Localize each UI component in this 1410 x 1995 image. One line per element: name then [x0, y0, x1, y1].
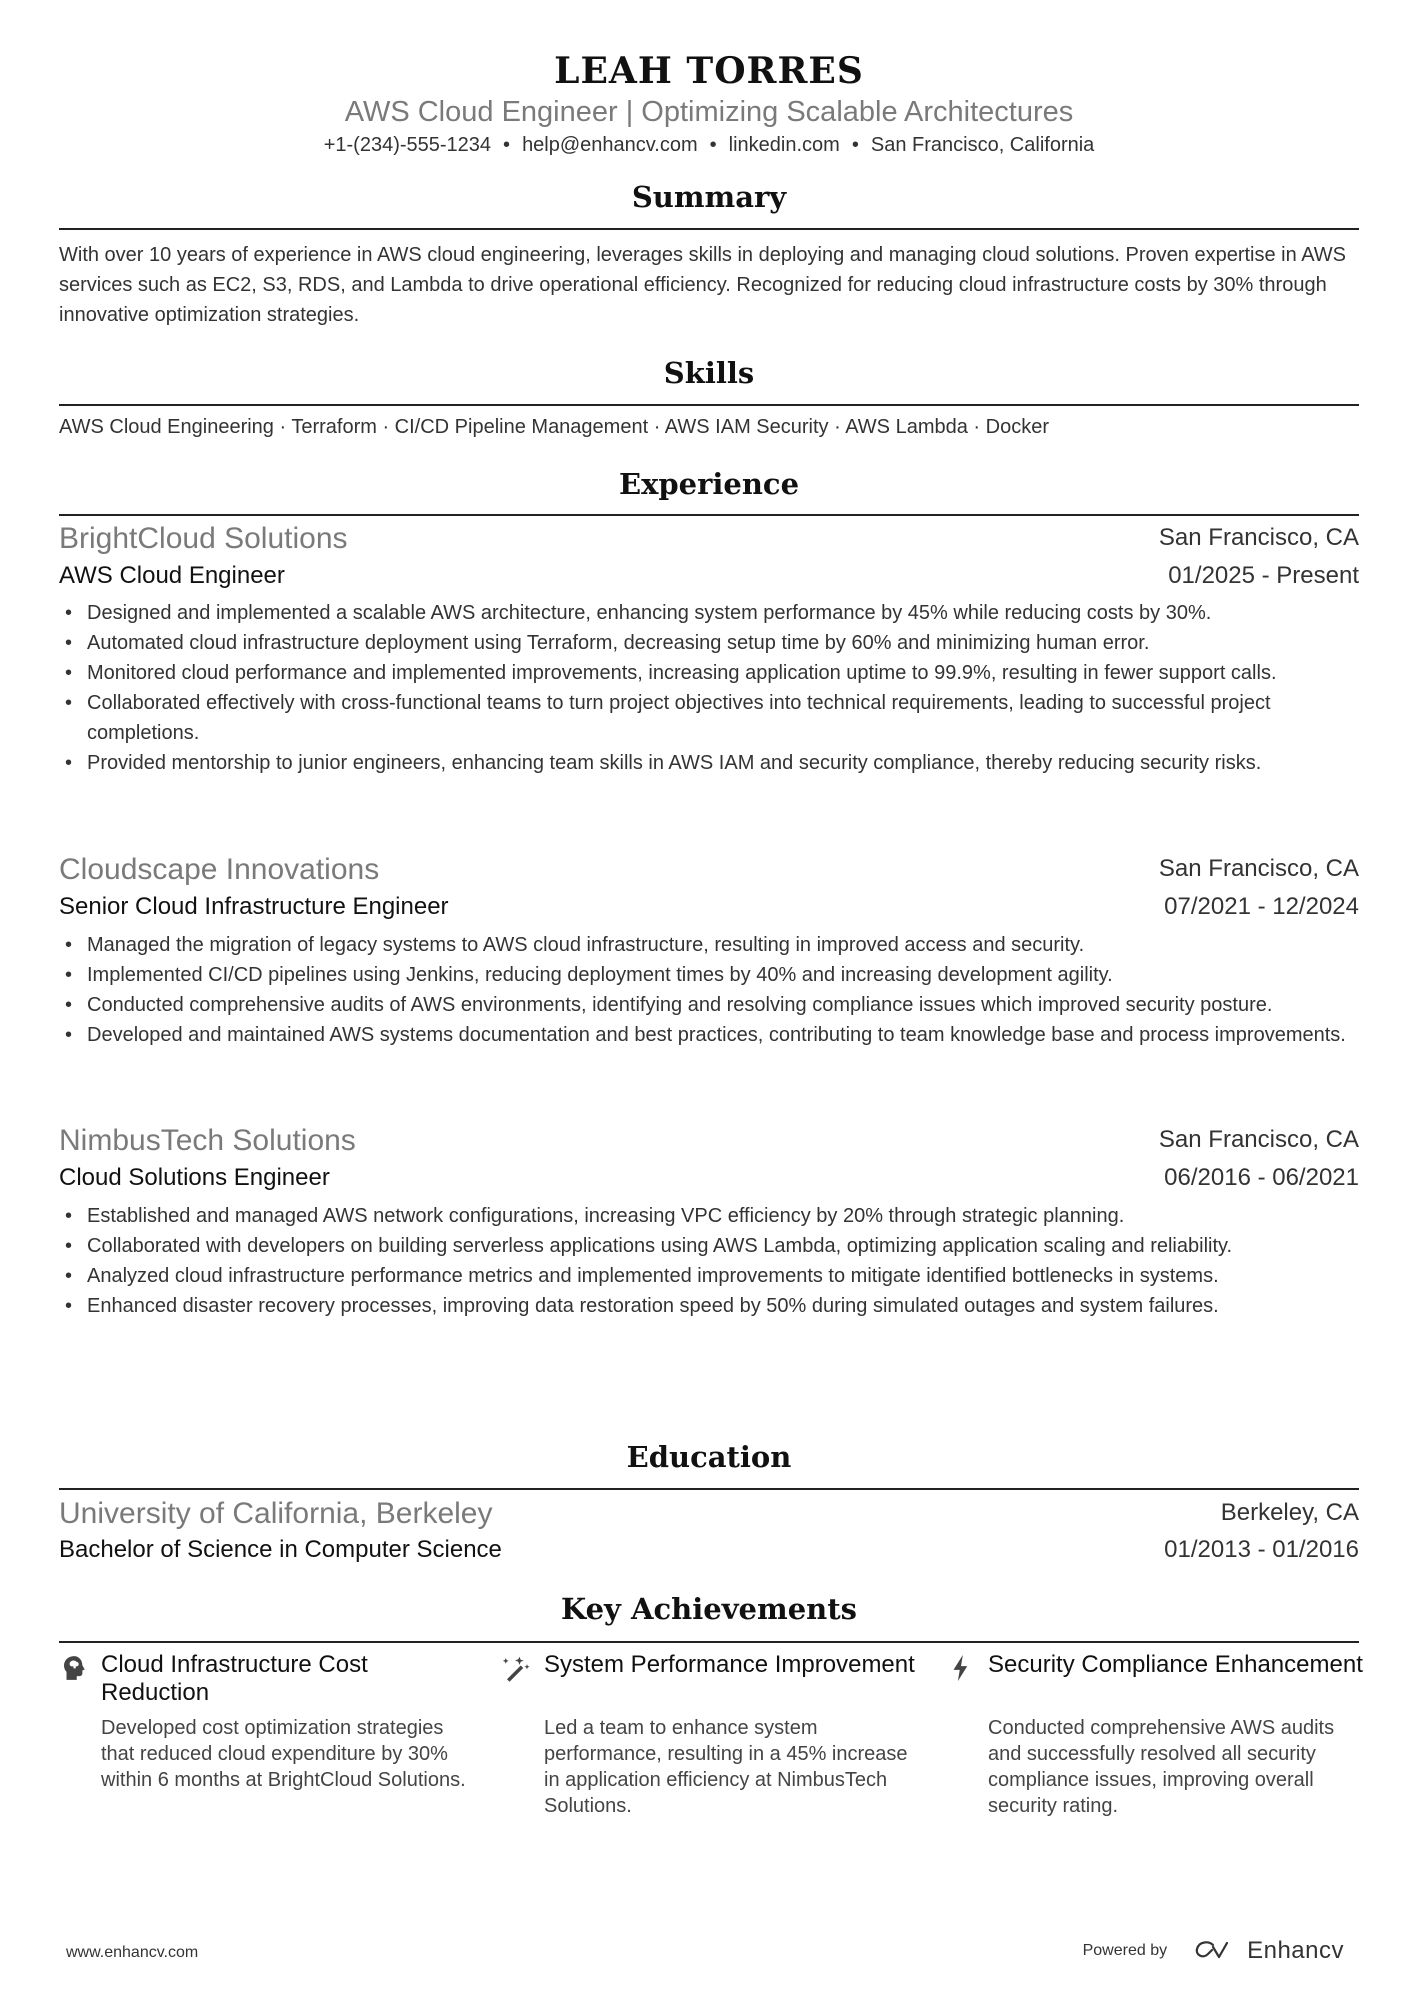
achievement-title: Cloud Infrastructure Cost Reduction: [101, 1651, 368, 1706]
achievements-heading: Key Achievements: [561, 1592, 857, 1626]
achievement-description: Led a team to enhance system performance, resulting in a 45% increase in application efficiency at NimbusTech Solutions.: [544, 1717, 908, 1817]
job-company: Cloudscape Innovations: [59, 853, 380, 886]
education-heading: Education: [626, 1440, 792, 1474]
summary-heading: Summary: [631, 180, 787, 214]
section-divider: [59, 404, 1359, 406]
job-bullet: • Implemented CI/CD pipelines using Jenkins, reducing deployment times by 40% and increasing development agility.: [59, 960, 1359, 990]
powered-by-label: Powered by: [1082, 1942, 1168, 1959]
powered-by[interactable]: [1083, 1937, 1344, 1965]
job-bullets: [59, 1201, 1359, 1321]
job-bullet: • Collaborated with developers on building serverless applications using AWS Lambda, optimizing application scaling and reliability.: [59, 1231, 1359, 1261]
skills-list: AWS Cloud Engineering · Terraform · CI/CD Pipeline Management · AWS IAM Security · AWS Lambda · Docker: [59, 416, 1049, 438]
job-location: San Francisco, CA: [1158, 524, 1359, 551]
contact-line: [59, 134, 1359, 157]
summary-text: With over 10 years of experience in AWS cloud engineering, leverages skills in deploying and managing cloud solutions. Proven expertise in AWS services such as EC2, S3, RDS, and Lambda to drive operational efficiency. Recognized for reducing cloud infrastructure costs by 30% through innovative optimization strategies.: [59, 244, 1347, 326]
email-link[interactable]: help@enhancv.com: [522, 134, 698, 156]
job-role: Senior Cloud Infrastructure Engineer: [59, 893, 449, 920]
job-bullet: • Enhanced disaster recovery processes, improving data restoration speed by 50% during simulated outages and system failures.: [59, 1291, 1359, 1321]
lightning-bolt-icon: [946, 1653, 976, 1683]
job-dates: 07/2021 - 12/2024: [1164, 893, 1359, 920]
job-bullet: • Established and managed AWS network configurations, increasing VPC efficiency by 20% through strategic planning.: [59, 1201, 1359, 1231]
section-divider: [59, 1641, 1359, 1643]
job-company: BrightCloud Solutions: [59, 522, 348, 555]
job-bullet: • Provided mentorship to junior engineers, enhancing team skills in AWS IAM and security compliance, thereby reducing security risks.: [59, 748, 1359, 778]
achievement-title: System Performance Improvement: [544, 1651, 915, 1678]
brain-head-icon: [59, 1653, 89, 1683]
job-role: Cloud Solutions Engineer: [59, 1164, 330, 1191]
section-divider: [59, 228, 1359, 230]
enhancv-brand: Enhancv: [1247, 1937, 1344, 1964]
candidate-tagline: AWS Cloud Engineer | Optimizing Scalable Architectures: [344, 96, 1074, 128]
job-bullet: • Monitored cloud performance and implemented improvements, increasing application uptime to 99.9%, resulting in fewer support calls.: [59, 658, 1359, 688]
experience-heading: Experience: [618, 467, 800, 501]
job-dates: 01/2025 - Present: [1168, 562, 1359, 589]
magic-wand-icon: [502, 1653, 532, 1683]
website-link[interactable]: www.enhancv.com: [66, 1944, 199, 1961]
separator: •: [503, 134, 511, 156]
job-bullet: • Developed and maintained AWS systems documentation and best practices, contributing to team knowledge base and process improvements.: [59, 1020, 1359, 1050]
location-text: San Francisco, California: [870, 134, 1095, 156]
education-dates: 01/2013 - 01/2016: [1164, 1536, 1359, 1563]
job-location: San Francisco, CA: [1158, 1126, 1359, 1153]
achievement-description: Developed cost optimization strategies that reduced cloud expenditure by 30% within 6 months at BrightCloud Solutions.: [101, 1717, 466, 1791]
job-bullets: [59, 598, 1359, 778]
job-location: San Francisco, CA: [1158, 855, 1359, 882]
job-bullet: • Designed and implemented a scalable AWS architecture, enhancing system performance by 45% while reducing costs by 30%.: [59, 598, 1359, 628]
candidate-name: LEAH TORRES: [554, 50, 864, 92]
achievement-title: Security Compliance Enhancement: [988, 1651, 1363, 1678]
job-role: AWS Cloud Engineer: [59, 562, 285, 589]
separator: •: [709, 134, 717, 156]
job-bullet: • Conducted comprehensive audits of AWS environments, identifying and resolving compliance issues which improved security posture.: [59, 990, 1359, 1020]
job-bullet: • Automated cloud infrastructure deployment using Terraform, decreasing setup time by 60% and minimizing human error.: [59, 628, 1359, 658]
section-divider: [59, 514, 1359, 516]
degree: Bachelor of Science in Computer Science: [59, 1536, 502, 1563]
enhancv-logo-icon: [1193, 1939, 1239, 1963]
achievement-description: Conducted comprehensive AWS audits and successfully resolved all security compliance issues, improving overall security rating.: [988, 1717, 1335, 1817]
job-bullet: • Analyzed cloud infrastructure performance metrics and implemented improvements to mitigate identified bottlenecks in systems.: [59, 1261, 1359, 1291]
job-company: NimbusTech Solutions: [59, 1124, 356, 1157]
school-name: University of California, Berkeley: [59, 1497, 493, 1530]
job-bullets: [59, 930, 1359, 1050]
linkedin-link[interactable]: linkedin.com: [728, 134, 840, 156]
job-bullet: • Managed the migration of legacy systems to AWS cloud infrastructure, resulting in improved access and security.: [59, 930, 1359, 960]
job-bullet: • Collaborated effectively with cross-functional teams to turn project objectives into technical requirements, leading to successful project completions.: [59, 688, 1359, 748]
job-dates: 06/2016 - 06/2021: [1164, 1164, 1359, 1191]
phone-number[interactable]: +1-(234)-555-1234: [323, 134, 492, 156]
skills-heading: Skills: [663, 356, 755, 390]
separator: •: [851, 134, 859, 156]
section-divider: [59, 1488, 1359, 1490]
school-location: Berkeley, CA: [1220, 1499, 1359, 1526]
